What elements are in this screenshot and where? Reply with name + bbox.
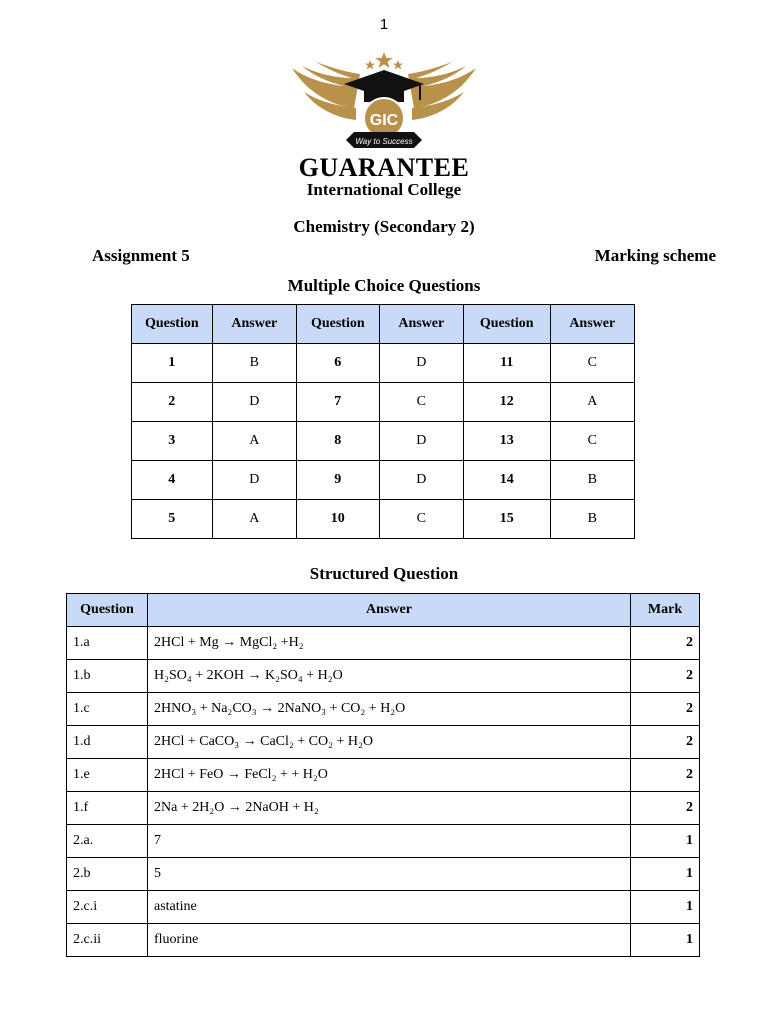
answer-cell: A [550, 383, 634, 422]
question-number: 13 [464, 422, 551, 461]
structured-header-cell: Question [67, 594, 148, 627]
answer-cell: C [379, 383, 463, 422]
answer-cell: 2HNO₃ + Na₂CO₃ → 2NaNO₃ + CO₂ + H₂O [148, 693, 631, 726]
logo-ribbon-text: Way to Success [355, 137, 413, 146]
table-row [67, 891, 700, 924]
answer-cell: A [212, 422, 296, 461]
question-number: 2.b [67, 858, 148, 891]
table-row [67, 858, 700, 891]
logo-emblem-text: GIC [369, 112, 399, 129]
mcq-header-cell: Question [132, 305, 213, 344]
question-number: 9 [297, 461, 380, 500]
table-row [132, 500, 635, 539]
structured-table [66, 593, 700, 957]
mcq-header-cell: Answer [550, 305, 634, 344]
mark-cell: 1 [631, 825, 700, 858]
table-row [67, 660, 700, 693]
structured-header-row [67, 594, 700, 627]
answer-cell: B [212, 344, 296, 383]
mark-cell: 1 [631, 924, 700, 957]
mark-cell: 2 [631, 660, 700, 693]
table-row [67, 825, 700, 858]
structured-heading: Structured Question [309, 564, 459, 583]
mcq-header-row [132, 305, 635, 344]
answer-cell: D [212, 383, 296, 422]
question-number: 2 [132, 383, 213, 422]
question-number: 1 [132, 344, 213, 383]
question-number: 1.b [67, 660, 148, 693]
table-row [67, 627, 700, 660]
answer-cell: A [212, 500, 296, 539]
mcq-header-cell: Answer [379, 305, 463, 344]
question-number: 3 [132, 422, 213, 461]
answer-cell: D [212, 461, 296, 500]
question-number: 2.c.ii [67, 924, 148, 957]
mark-cell: 2 [631, 726, 700, 759]
question-number: 6 [297, 344, 380, 383]
answer-cell: B [550, 500, 634, 539]
question-number: 12 [464, 383, 551, 422]
mark-cell: 1 [631, 858, 700, 891]
mcq-heading: Multiple Choice Questions [287, 276, 481, 295]
logo-subbrand: International College [306, 180, 462, 199]
mark-cell: 2 [631, 627, 700, 660]
answer-cell: C [550, 344, 634, 383]
question-number: 1.d [67, 726, 148, 759]
mcq-header-cell: Question [297, 305, 380, 344]
table-row [132, 344, 635, 383]
question-number: 1.f [67, 792, 148, 825]
mcq-table [131, 304, 635, 539]
answer-cell: 2HCl + CaCO₃ → CaCl₂ + CO₂ + H₂O [148, 726, 631, 759]
question-number: 4 [132, 461, 213, 500]
answer-cell: C [379, 500, 463, 539]
question-number: 1.a [67, 627, 148, 660]
answer-cell: C [550, 422, 634, 461]
answer-cell: D [379, 422, 463, 461]
question-number: 14 [464, 461, 551, 500]
college-logo [284, 48, 484, 204]
question-number: 2.c.i [67, 891, 148, 924]
table-row [67, 693, 700, 726]
table-row [132, 383, 635, 422]
marking-scheme-label: Marking scheme [594, 246, 716, 265]
structured-header-cell: Mark [631, 594, 700, 627]
answer-cell: fluorine [148, 924, 631, 957]
mark-cell: 2 [631, 792, 700, 825]
table-row [67, 726, 700, 759]
table-row [67, 759, 700, 792]
question-number: 8 [297, 422, 380, 461]
mark-cell: 2 [631, 759, 700, 792]
question-number: 1.e [67, 759, 148, 792]
table-row [132, 461, 635, 500]
question-number: 5 [132, 500, 213, 539]
question-number: 2.a. [67, 825, 148, 858]
answer-cell: astatine [148, 891, 631, 924]
mcq-header-cell: Question [464, 305, 551, 344]
question-number: 7 [297, 383, 380, 422]
mark-cell: 2 [631, 693, 700, 726]
table-row [67, 924, 700, 957]
logo-brand: GUARANTEE [298, 153, 470, 182]
question-number: 10 [297, 500, 380, 539]
answer-cell: 2HCl + FeO → FeCl₂ + + H₂O [148, 759, 631, 792]
answer-cell: 2HCl + Mg → MgCl₂ +H₂ [148, 627, 631, 660]
table-row [67, 792, 700, 825]
logo-emblem-icon [284, 48, 484, 154]
answer-cell: B [550, 461, 634, 500]
document-title: Chemistry (Secondary 2) [293, 217, 475, 236]
answer-cell: H₂SO₄ + 2KOH → K₂SO₄ + H₂O [148, 660, 631, 693]
answer-cell: D [379, 344, 463, 383]
answer-cell: 5 [148, 858, 631, 891]
question-number: 11 [464, 344, 551, 383]
structured-header-cell: Answer [148, 594, 631, 627]
answer-cell: 7 [148, 825, 631, 858]
answer-cell: D [379, 461, 463, 500]
page-number: 1 [379, 16, 389, 33]
answer-cell: 2Na + 2H₂O → 2NaOH + H₂ [148, 792, 631, 825]
mcq-header-cell: Answer [212, 305, 296, 344]
mark-cell: 1 [631, 891, 700, 924]
table-row [132, 422, 635, 461]
assignment-label: Assignment 5 [92, 246, 190, 265]
question-number: 15 [464, 500, 551, 539]
question-number: 1.c [67, 693, 148, 726]
